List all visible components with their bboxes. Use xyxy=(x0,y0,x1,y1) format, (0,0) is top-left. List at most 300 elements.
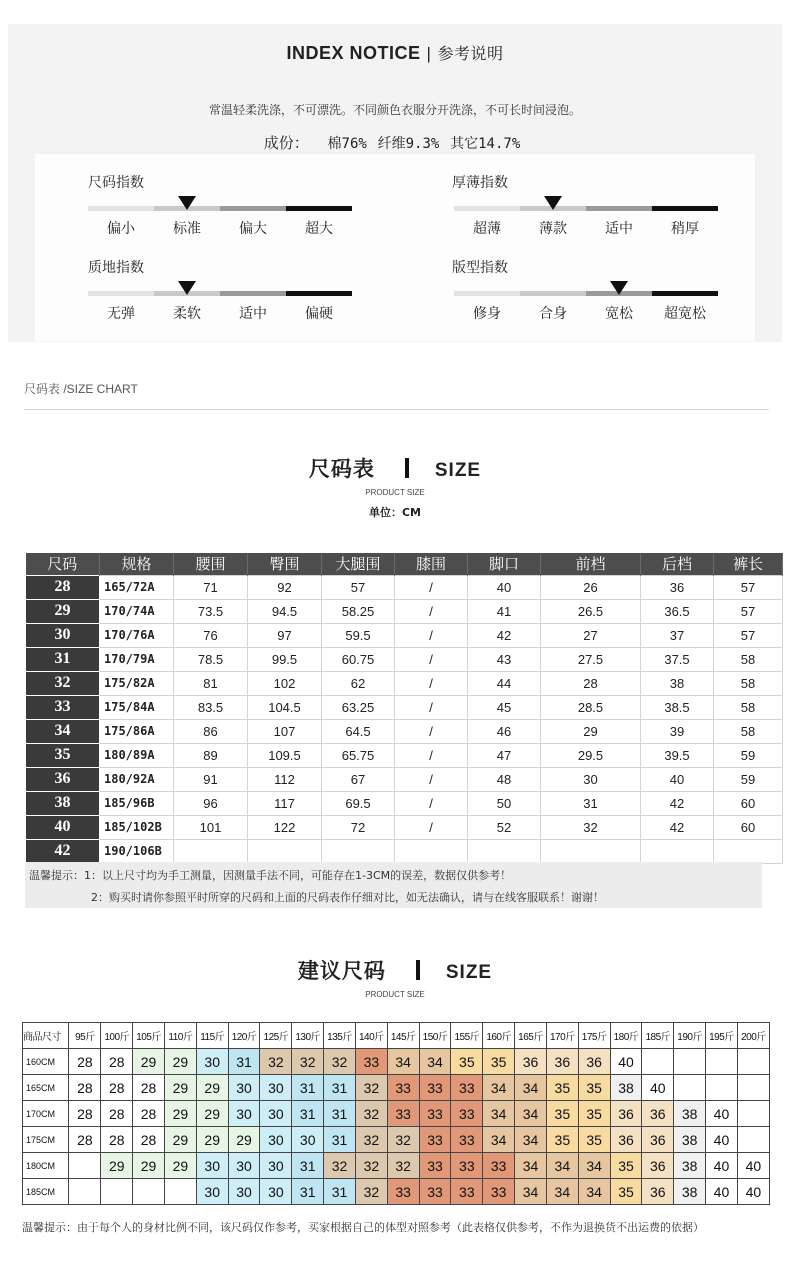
scale-bar-segment xyxy=(454,291,520,296)
size-cell: 35 xyxy=(26,743,100,767)
recommend-cell: 32 xyxy=(355,1101,387,1127)
size-cell: 30 xyxy=(26,623,100,647)
table-cell xyxy=(641,839,714,863)
table-cell: 57 xyxy=(714,599,783,623)
table-cell: / xyxy=(395,575,468,599)
recommend-cell: 32 xyxy=(355,1153,387,1179)
recommend-cell: 33 xyxy=(451,1153,483,1179)
recommend-cell: 36 xyxy=(642,1127,674,1153)
table-row xyxy=(26,695,783,719)
recommend-cell: 30 xyxy=(228,1101,260,1127)
recommend-cell: 36 xyxy=(642,1179,674,1205)
size-table-header xyxy=(26,553,783,575)
recommend-cell: 33 xyxy=(387,1101,419,1127)
recommend-cell: 35 xyxy=(578,1101,610,1127)
recommend-cell: 32 xyxy=(324,1153,356,1179)
scale-bar-segment xyxy=(286,291,352,296)
table-cell: 89 xyxy=(174,743,248,767)
recommend-note: 温馨提示：由于每个人的身材比例不同，该尺码仅作参考，买家根据自己的体型对照参考（此表格仅供参考，不作为退换货不出运费的依据） xyxy=(22,1221,704,1234)
recommend-cell xyxy=(737,1049,769,1075)
table-cell: 42 xyxy=(641,791,714,815)
recommend-cell: 34 xyxy=(515,1127,547,1153)
recommend-cell: 29 xyxy=(196,1075,228,1101)
recommend-cell: 30 xyxy=(260,1101,292,1127)
table-cell: 38 xyxy=(641,671,714,695)
recommend-cell: 30 xyxy=(260,1075,292,1101)
recommend-cell: 29 xyxy=(133,1153,165,1179)
recommend-cell: 33 xyxy=(451,1075,483,1101)
table-cell: 76 xyxy=(174,623,248,647)
notice-title-en: INDEX NOTICE xyxy=(286,43,421,63)
table-cell: 36.5 xyxy=(641,599,714,623)
recommend-cell: 33 xyxy=(419,1127,451,1153)
table-cell: 42 xyxy=(641,815,714,839)
table-cell: 81 xyxy=(174,671,248,695)
table-row xyxy=(26,599,783,623)
recommend-cell: 31 xyxy=(228,1049,260,1075)
recommend-cell: 33 xyxy=(451,1179,483,1205)
tip-2: 2：购买时请你参照平时所穿的尺码和上面的尺码表作仔细对比，如无法确认，请与在线客服联系！谢谢！ xyxy=(91,891,604,904)
size-table xyxy=(25,553,783,864)
recommend-cell: 28 xyxy=(69,1049,101,1075)
table-cell: 59 xyxy=(714,767,783,791)
table-cell: / xyxy=(395,719,468,743)
table-cell: / xyxy=(395,791,468,815)
size-cell: 28 xyxy=(26,575,100,599)
tip-1: 温馨提示：1：以上尺寸均为手工测量，因测量手法不同，可能存在1-3CM的误差，数据仅供参考！ xyxy=(29,869,512,882)
table-cell: 73.5 xyxy=(174,599,248,623)
recommend-cell xyxy=(101,1179,133,1205)
table-cell: 57 xyxy=(714,575,783,599)
recommend-subheading: PRODUCT SIZE xyxy=(365,990,425,999)
recommend-cell: 40 xyxy=(610,1049,642,1075)
index-notice-panel xyxy=(8,24,782,342)
height-label: 165CM xyxy=(23,1075,69,1101)
recommend-cell: 28 xyxy=(133,1127,165,1153)
weight-header: 180斤 xyxy=(610,1023,642,1049)
recommend-cell: 29 xyxy=(101,1153,133,1179)
recommend-cell: 36 xyxy=(546,1049,578,1075)
table-row xyxy=(26,575,783,599)
recommend-cell: 30 xyxy=(292,1127,324,1153)
recommend-cell: 34 xyxy=(515,1101,547,1127)
scale-bar-segment xyxy=(220,291,286,296)
table-cell: 31 xyxy=(541,791,641,815)
table-row xyxy=(26,719,783,743)
size-cell: 29 xyxy=(26,599,100,623)
recommend-cell: 36 xyxy=(610,1101,642,1127)
weight-header: 105斤 xyxy=(133,1023,165,1049)
table-cell: 102 xyxy=(248,671,322,695)
recommend-cell: 29 xyxy=(133,1049,165,1075)
title-separator: | xyxy=(426,44,432,63)
table-cell: / xyxy=(395,647,468,671)
table-cell: 37 xyxy=(641,623,714,647)
recommend-cell: 34 xyxy=(387,1049,419,1075)
size-cell: 31 xyxy=(26,647,100,671)
table-cell: 45 xyxy=(468,695,541,719)
size-cell: 34 xyxy=(26,719,100,743)
weight-header: 165斤 xyxy=(515,1023,547,1049)
divider xyxy=(24,409,769,410)
recommend-cell: 28 xyxy=(69,1127,101,1153)
weight-header: 140斤 xyxy=(355,1023,387,1049)
table-cell: 60 xyxy=(714,791,783,815)
recommend-cell: 31 xyxy=(324,1075,356,1101)
recommend-cell xyxy=(706,1075,738,1101)
weight-header: 120斤 xyxy=(228,1023,260,1049)
recommend-cell xyxy=(69,1179,101,1205)
spec-cell: 175/82A xyxy=(100,671,174,695)
recommend-cell: 35 xyxy=(578,1075,610,1101)
size-cell: 36 xyxy=(26,767,100,791)
height-label: 170CM xyxy=(23,1101,69,1127)
table-cell: 71 xyxy=(174,575,248,599)
table-cell: 57 xyxy=(714,623,783,647)
recommend-cell: 32 xyxy=(355,1179,387,1205)
recommend-cell: 30 xyxy=(196,1153,228,1179)
recommend-cell: 38 xyxy=(610,1075,642,1101)
table-cell: 109.5 xyxy=(248,743,322,767)
weight-header: 115斤 xyxy=(196,1023,228,1049)
scale-option-label: 偏大 xyxy=(239,221,267,237)
recommend-cell: 35 xyxy=(610,1179,642,1205)
recommend-cell: 40 xyxy=(642,1075,674,1101)
weight-header: 135斤 xyxy=(324,1023,356,1049)
recommend-cell: 33 xyxy=(451,1127,483,1153)
table-cell: / xyxy=(395,623,468,647)
scale-option-label: 薄款 xyxy=(539,221,567,237)
scale-option-label: 稍厚 xyxy=(671,221,699,237)
composition xyxy=(8,132,782,153)
header-label: 商品尺寸 xyxy=(23,1023,69,1049)
recommend-cell xyxy=(737,1101,769,1127)
scale-bar-segment xyxy=(520,291,586,296)
recommend-cell: 30 xyxy=(260,1153,292,1179)
scale-bar-segment xyxy=(220,206,286,211)
notice-title-cn: 参考说明 xyxy=(437,44,504,63)
size-cell: 32 xyxy=(26,671,100,695)
recommend-cell: 34 xyxy=(483,1127,515,1153)
recommend-cell: 32 xyxy=(387,1153,419,1179)
table-cell: 58 xyxy=(714,695,783,719)
table-cell: / xyxy=(395,815,468,839)
recommend-cell: 33 xyxy=(419,1101,451,1127)
recommend-cell: 35 xyxy=(578,1127,610,1153)
scale-option-label: 合身 xyxy=(539,306,567,322)
table-cell xyxy=(714,839,783,863)
column-header: 大腿围 xyxy=(322,553,395,575)
recommend-cell: 34 xyxy=(515,1153,547,1179)
table-row xyxy=(26,767,783,791)
weight-header: 95斤 xyxy=(69,1023,101,1049)
recommend-cell: 38 xyxy=(674,1101,706,1127)
recommend-cell: 30 xyxy=(196,1049,228,1075)
scale-option-label: 超宽松 xyxy=(664,306,706,322)
weight-header: 110斤 xyxy=(164,1023,196,1049)
column-header: 脚口 xyxy=(468,553,541,575)
table-cell: 48 xyxy=(468,767,541,791)
index-title: 尺码指数 xyxy=(88,175,144,191)
table-cell: 47 xyxy=(468,743,541,767)
recommend-cell: 34 xyxy=(515,1075,547,1101)
recommend-cell xyxy=(706,1049,738,1075)
size-cell: 38 xyxy=(26,791,100,815)
recommend-cell: 28 xyxy=(101,1101,133,1127)
spec-cell: 185/96B xyxy=(100,791,174,815)
recommend-cell: 29 xyxy=(164,1075,196,1101)
index-title: 厚薄指数 xyxy=(452,175,508,191)
table-row xyxy=(23,1049,770,1075)
table-cell: 39 xyxy=(641,719,714,743)
scale-bar-segment xyxy=(652,206,718,211)
index-scale xyxy=(454,198,718,238)
selected-marker-icon xyxy=(178,196,196,210)
weight-header: 160斤 xyxy=(483,1023,515,1049)
heading-bar xyxy=(416,960,420,980)
recommend-cell: 35 xyxy=(546,1075,578,1101)
recommend-cell: 40 xyxy=(706,1101,738,1127)
recommend-cell: 36 xyxy=(642,1153,674,1179)
composition-label: 成份： xyxy=(263,134,309,152)
table-row xyxy=(23,1075,770,1101)
recommend-cell xyxy=(737,1075,769,1101)
scale-bar-segment xyxy=(88,206,154,211)
recommend-cell: 32 xyxy=(355,1075,387,1101)
table-cell: / xyxy=(395,767,468,791)
index-scale xyxy=(454,283,718,323)
recommend-cell: 33 xyxy=(387,1179,419,1205)
recommend-cell: 35 xyxy=(610,1153,642,1179)
table-cell xyxy=(174,839,248,863)
selected-marker-icon xyxy=(610,281,628,295)
weight-header: 100斤 xyxy=(101,1023,133,1049)
weight-header: 185斤 xyxy=(642,1023,674,1049)
table-cell: / xyxy=(395,695,468,719)
table-cell: 101 xyxy=(174,815,248,839)
weight-header: 190斤 xyxy=(674,1023,706,1049)
spec-cell: 165/72A xyxy=(100,575,174,599)
recommend-cell: 38 xyxy=(674,1153,706,1179)
table-row xyxy=(26,839,783,863)
recommend-cell: 33 xyxy=(387,1075,419,1101)
recommend-cell xyxy=(737,1127,769,1153)
scale-bar-segment xyxy=(286,206,352,211)
recommend-cell: 30 xyxy=(228,1075,260,1101)
scale-option-label: 超薄 xyxy=(473,221,501,237)
recommend-cell: 31 xyxy=(292,1075,324,1101)
column-header: 前档 xyxy=(541,553,641,575)
table-cell: 69.5 xyxy=(322,791,395,815)
table-cell: 29.5 xyxy=(541,743,641,767)
size-chart-heading-en: SIZE xyxy=(434,460,482,481)
measurement-tips xyxy=(25,862,762,908)
weight-header: 150斤 xyxy=(419,1023,451,1049)
table-cell: 63.25 xyxy=(322,695,395,719)
table-row xyxy=(26,647,783,671)
recommend-heading xyxy=(0,955,790,985)
spec-cell: 170/79A xyxy=(100,647,174,671)
size-cell: 40 xyxy=(26,815,100,839)
index-scale xyxy=(88,198,352,238)
recommend-cell: 32 xyxy=(292,1049,324,1075)
table-cell: 59 xyxy=(714,743,783,767)
table-row xyxy=(23,1101,770,1127)
recommend-cell: 29 xyxy=(164,1153,196,1179)
recommend-cell: 29 xyxy=(228,1127,260,1153)
table-cell xyxy=(248,839,322,863)
table-cell: 40 xyxy=(468,575,541,599)
recommend-cell xyxy=(674,1075,706,1101)
recommend-table xyxy=(22,1022,770,1205)
table-cell xyxy=(395,839,468,863)
size-chart-subheading: PRODUCT SIZE xyxy=(365,488,425,497)
recommend-cell: 40 xyxy=(706,1153,738,1179)
table-cell: 26.5 xyxy=(541,599,641,623)
recommend-cell: 34 xyxy=(483,1101,515,1127)
table-cell: 29 xyxy=(541,719,641,743)
recommend-cell xyxy=(164,1179,196,1205)
size-chart-heading xyxy=(0,453,790,483)
table-row xyxy=(23,1153,770,1179)
table-row xyxy=(23,1179,770,1205)
height-label: 160CM xyxy=(23,1049,69,1075)
recommend-cell: 32 xyxy=(387,1127,419,1153)
scale-bar-segment xyxy=(88,291,154,296)
recommend-cell: 35 xyxy=(546,1101,578,1127)
table-cell: 44 xyxy=(468,671,541,695)
table-row xyxy=(26,815,783,839)
table-row xyxy=(26,743,783,767)
table-cell: 86 xyxy=(174,719,248,743)
recommend-cell: 34 xyxy=(578,1153,610,1179)
recommend-cell: 31 xyxy=(292,1179,324,1205)
table-cell: 60.75 xyxy=(322,647,395,671)
index-title: 质地指数 xyxy=(88,260,144,276)
table-cell: 40 xyxy=(641,767,714,791)
table-cell: / xyxy=(395,743,468,767)
recommend-cell: 33 xyxy=(451,1101,483,1127)
selected-marker-icon xyxy=(544,196,562,210)
table-row xyxy=(26,791,783,815)
column-header: 后档 xyxy=(641,553,714,575)
recommend-cell: 28 xyxy=(101,1127,133,1153)
spec-cell: 175/84A xyxy=(100,695,174,719)
table-cell: 52 xyxy=(468,815,541,839)
table-row xyxy=(26,623,783,647)
table-cell: 92 xyxy=(248,575,322,599)
recommend-cell: 33 xyxy=(483,1153,515,1179)
scale-option-label: 偏小 xyxy=(107,221,135,237)
recommend-cell: 33 xyxy=(419,1179,451,1205)
scale-bar-segment xyxy=(586,206,652,211)
table-cell: 60 xyxy=(714,815,783,839)
recommend-cell: 36 xyxy=(610,1127,642,1153)
table-cell: 117 xyxy=(248,791,322,815)
recommend-heading-cn: 建议尺码 xyxy=(297,959,386,983)
index-box xyxy=(35,154,755,341)
table-cell xyxy=(322,839,395,863)
table-cell: 39.5 xyxy=(641,743,714,767)
recommend-cell: 33 xyxy=(355,1049,387,1075)
table-cell: 83.5 xyxy=(174,695,248,719)
recommend-cell: 35 xyxy=(451,1049,483,1075)
table-cell: 122 xyxy=(248,815,322,839)
spec-cell: 170/76A xyxy=(100,623,174,647)
recommend-cell: 31 xyxy=(324,1101,356,1127)
recommend-cell: 29 xyxy=(164,1101,196,1127)
recommend-cell: 29 xyxy=(164,1049,196,1075)
recommend-cell: 40 xyxy=(706,1127,738,1153)
recommend-cell: 33 xyxy=(419,1075,451,1101)
table-cell: 58 xyxy=(714,671,783,695)
recommend-cell: 30 xyxy=(228,1179,260,1205)
table-cell: 26 xyxy=(541,575,641,599)
size-cell: 42 xyxy=(26,839,100,863)
column-header: 膝围 xyxy=(395,553,468,575)
recommend-cell: 40 xyxy=(737,1179,769,1205)
recommend-cell: 34 xyxy=(546,1179,578,1205)
index-title: 版型指数 xyxy=(452,260,508,276)
recommend-cell: 35 xyxy=(483,1049,515,1075)
scale-option-label: 无弹 xyxy=(107,306,135,322)
table-cell: 67 xyxy=(322,767,395,791)
table-cell: / xyxy=(395,599,468,623)
spec-cell: 180/89A xyxy=(100,743,174,767)
weight-header: 200斤 xyxy=(737,1023,769,1049)
index-scale xyxy=(88,283,352,323)
recommend-cell: 31 xyxy=(292,1101,324,1127)
composition-item: 棉76% xyxy=(327,136,367,152)
recommend-cell: 31 xyxy=(292,1153,324,1179)
table-cell: 97 xyxy=(248,623,322,647)
recommend-heading-en: SIZE xyxy=(445,962,493,983)
table-cell: 38.5 xyxy=(641,695,714,719)
composition-item: 其它14.7% xyxy=(450,136,521,152)
table-cell: 57 xyxy=(322,575,395,599)
table-cell: 72 xyxy=(322,815,395,839)
recommend-cell: 32 xyxy=(260,1049,292,1075)
recommend-cell: 36 xyxy=(578,1049,610,1075)
table-cell: 59.5 xyxy=(322,623,395,647)
table-row xyxy=(23,1127,770,1153)
heading-bar xyxy=(405,458,409,478)
recommend-cell: 30 xyxy=(228,1153,260,1179)
scale-bar-segment xyxy=(652,291,718,296)
table-cell: 30 xyxy=(541,767,641,791)
spec-cell: 190/106B xyxy=(100,839,174,863)
recommend-cell: 32 xyxy=(355,1127,387,1153)
weight-header: 155斤 xyxy=(451,1023,483,1049)
scale-bar-segment xyxy=(454,206,520,211)
recommend-cell: 30 xyxy=(196,1179,228,1205)
recommend-cell: 38 xyxy=(674,1179,706,1205)
weight-header: 130斤 xyxy=(292,1023,324,1049)
table-cell: 28.5 xyxy=(541,695,641,719)
spec-cell: 170/74A xyxy=(100,599,174,623)
size-chart-heading-cn: 尺码表 xyxy=(308,457,375,481)
size-cell: 33 xyxy=(26,695,100,719)
column-header: 裤长 xyxy=(714,553,783,575)
weight-header: 125斤 xyxy=(260,1023,292,1049)
recommend-cell: 40 xyxy=(706,1179,738,1205)
notice-title xyxy=(8,41,782,64)
height-label: 180CM xyxy=(23,1153,69,1179)
unit-label: 单位：CM xyxy=(368,506,422,519)
table-cell: 37.5 xyxy=(641,647,714,671)
scale-option-label: 修身 xyxy=(473,306,501,322)
spec-cell: 185/102B xyxy=(100,815,174,839)
